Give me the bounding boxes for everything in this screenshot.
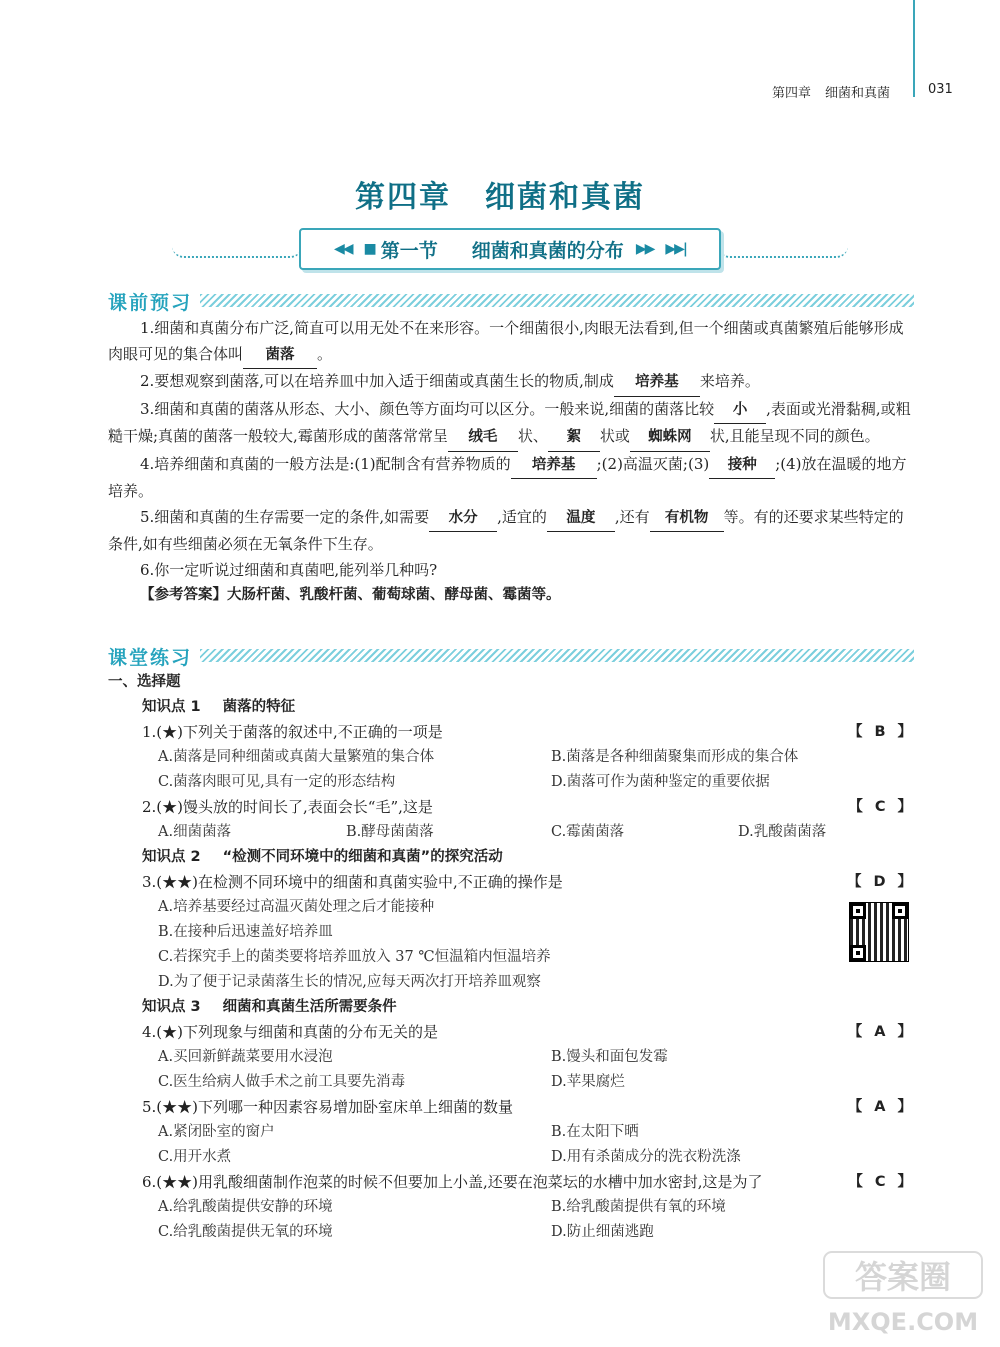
forward-icon: ▶▶	[635, 241, 654, 257]
question-2-options	[108, 820, 914, 845]
preview-band-title: 课前预习	[108, 288, 198, 315]
answer-bracket: 【 D 】	[846, 874, 912, 890]
option: B.酵母菌菌落	[346, 824, 434, 840]
option: D.乳酸菌菌落	[738, 824, 827, 840]
question-4: 4.(★)下列现象与细菌和真菌的分布无关的是 【 A 】	[108, 1020, 914, 1045]
section-title	[299, 228, 721, 270]
running-head-chapter: 第四章	[771, 86, 811, 101]
preview-item-4: 4.培养细菌和真菌的一般方法是:(1)配制含有营养物质的 培养基 ;(2)高温灭菌;(3) 接种 ;(4)放在温暖的地方培养。	[108, 454, 907, 500]
practice-band-title: 课堂练习	[108, 643, 198, 670]
preview-item-2: 2.要想观察到菌落,可以在培养皿中加入适于细菌或真菌生长的物质,制成 培养基 来培养。	[108, 369, 914, 397]
option: B.馒头和面包发霉	[551, 1049, 668, 1065]
question-3: 3.(★★)在检测不同环境中的细菌和真菌实验中,不正确的操作是 【 D 】	[108, 870, 914, 895]
option: C.医生给病人做手术之前工具要先消毒	[158, 1074, 406, 1090]
answer-blank: 温度	[547, 506, 615, 533]
answer-blank: 水分	[429, 506, 497, 533]
option: D.苹果腐烂	[551, 1074, 625, 1090]
option: D.防止细菌逃跑	[551, 1224, 654, 1240]
option: B.给乳酸菌提供有氧的环境	[551, 1199, 726, 1215]
square-bullet-icon: ■	[363, 241, 375, 257]
option: B.在接种后迅速盖好培养皿	[158, 924, 333, 940]
section-title-name: 细菌和真菌的分布	[471, 239, 624, 262]
option: D.菌落可作为菌种鉴定的重要依据	[551, 774, 770, 790]
answer-blank: 培养基	[511, 453, 597, 480]
option: C.用开水煮	[158, 1149, 232, 1165]
preview-item-6: 6.你一定听说过细菌和真菌吧,能列举几种吗?	[140, 560, 438, 579]
watermark-line1: 答案圈	[854, 1258, 952, 1296]
question-5-options	[108, 1120, 914, 1145]
reference-answer: 【参考答案】大肠杆菌、乳酸杆菌、葡萄球菌、酵母菌、霉菌等。	[140, 587, 561, 603]
question-3-option-a	[108, 895, 914, 920]
knowledge-point-2: 知识点 2 “检测不同环境中的细菌和真菌”的探究活动	[142, 849, 503, 865]
option: C.若探究手上的菌类要将培养皿放入 37 ℃恒温箱内恒温培养	[158, 949, 551, 965]
answer-blank: 培养基	[614, 370, 700, 397]
preview-content	[108, 316, 914, 609]
option: B.在太阳下晒	[551, 1124, 639, 1140]
rewind-icon: ◀◀	[334, 241, 352, 257]
question-1-options	[108, 745, 914, 770]
answer-bracket: 【 A 】	[847, 1099, 912, 1115]
option: A.培养基要经过高温灭菌处理之后才能接种	[158, 899, 435, 915]
question-1-options	[108, 770, 914, 795]
option: C.菌落肉眼可见,具有一定的形态结构	[158, 774, 396, 790]
preview-band-stripe	[200, 294, 914, 307]
answer-blank: 小	[714, 398, 766, 425]
option: A.紧闭卧室的窗户	[158, 1124, 275, 1140]
question-5: 5.(★★)下列哪一种因素容易增加卧室床单上细菌的数量 【 A 】	[108, 1095, 914, 1120]
preview-item-1: 1.细菌和真菌分布广泛,简直可以用无处不在来形容。一个细菌很小,肉眼无法看到,但一个细菌或真菌繁殖后能够形成肉眼可见的集合体叫 菌落 。	[108, 316, 914, 369]
question-6: 6.(★★)用乳酸细菌制作泡菜的时候不但要加上小盖,还要在泡菜坛的水槽中加水密封,这是为了 【 C 】	[108, 1170, 914, 1195]
answer-bracket: 【 C 】	[848, 1174, 912, 1190]
question-4-options	[108, 1070, 914, 1095]
answer-bracket: 【 B 】	[847, 724, 912, 740]
knowledge-point-3: 知识点 3 细菌和真菌生活所需要条件	[142, 999, 397, 1015]
answer-bracket: 【 A 】	[847, 1024, 912, 1040]
preview-item-3: 3.细菌和真菌的菌落从形态、大小、颜色等方面均可以区分。一般来说,细菌的菌落比较 小 ,表面或光滑黏稠,或粗糙干燥;真菌的菌落一般较大,霉菌形成的菌落常常呈 绒毛 状、 絮 状或 蜘蛛网 状,且能呈现不同的颜色。	[108, 397, 914, 452]
option: D.为了便于记录菌落生长的情况,应每天两次打开培养皿观察	[158, 974, 541, 990]
question-3-option-d	[108, 970, 914, 995]
running-head	[758, 82, 890, 101]
section-title-number: 第一节	[380, 239, 438, 262]
practice-band-stripe	[200, 649, 914, 662]
option: A.菌落是同种细菌或真菌大量繁殖的集合体	[158, 749, 435, 765]
chapter-title-number: 第四章	[355, 180, 451, 215]
page-number: 031	[928, 82, 953, 97]
question-3-option-b	[108, 920, 914, 945]
answer-blank: 菌落	[243, 343, 317, 370]
question-5-options	[108, 1145, 914, 1170]
skip-forward-icon: ▶▶|	[665, 241, 686, 257]
question-1: 1.(★)下列关于菌落的叙述中,不正确的一项是 【 B 】	[108, 720, 914, 745]
answer-blank: 絮	[548, 425, 600, 452]
section-left-decoration	[172, 242, 302, 258]
running-head-chapter-name: 细菌和真菌	[824, 86, 890, 101]
answer-blank: 蜘蛛网	[630, 425, 710, 452]
section-heading: 一、选择题	[108, 674, 181, 690]
practice-content	[108, 670, 914, 1245]
option: B.菌落是各种细菌聚集而形成的集合体	[551, 749, 799, 765]
answer-bracket: 【 C 】	[848, 799, 912, 815]
knowledge-point-1: 知识点 1 菌落的特征	[142, 699, 296, 715]
preview-item-5: 5.细菌和真菌的生存需要一定的条件,如需要 水分 ,适宜的 温度 ,还有 有机物 等。有的还要求某些特定的条件,如有些细菌必须在无氧条件下生存。	[108, 507, 904, 553]
chapter-title-name: 细菌和真菌	[485, 180, 645, 215]
answer-blank: 接种	[709, 453, 775, 480]
question-3-option-c	[108, 945, 914, 970]
option: C.霉菌菌落	[551, 824, 625, 840]
section-right-decoration	[718, 242, 848, 258]
qr-code-icon[interactable]	[850, 903, 908, 961]
option: A.买回新鲜蔬菜要用水浸泡	[158, 1049, 333, 1065]
question-6-options	[108, 1195, 914, 1220]
question-6-options	[108, 1220, 914, 1245]
answer-blank: 绒毛	[448, 425, 518, 452]
question-4-options	[108, 1045, 914, 1070]
question-2: 2.(★)馒头放的时间长了,表面会长“毛”,这是 【 C 】	[108, 795, 914, 820]
watermark-line2: MXQE.COM	[827, 1308, 979, 1336]
option: A.细菌菌落	[158, 824, 232, 840]
chapter-title	[0, 172, 1000, 216]
header-divider-line	[913, 0, 915, 97]
watermark-logo	[818, 1248, 988, 1340]
answer-blank: 有机物	[650, 506, 724, 533]
option: A.给乳酸菌提供安静的环境	[158, 1199, 333, 1215]
option: C.给乳酸菌提供无氧的环境	[158, 1224, 333, 1240]
option: D.用有杀菌成分的洗衣粉洗涤	[551, 1149, 741, 1165]
